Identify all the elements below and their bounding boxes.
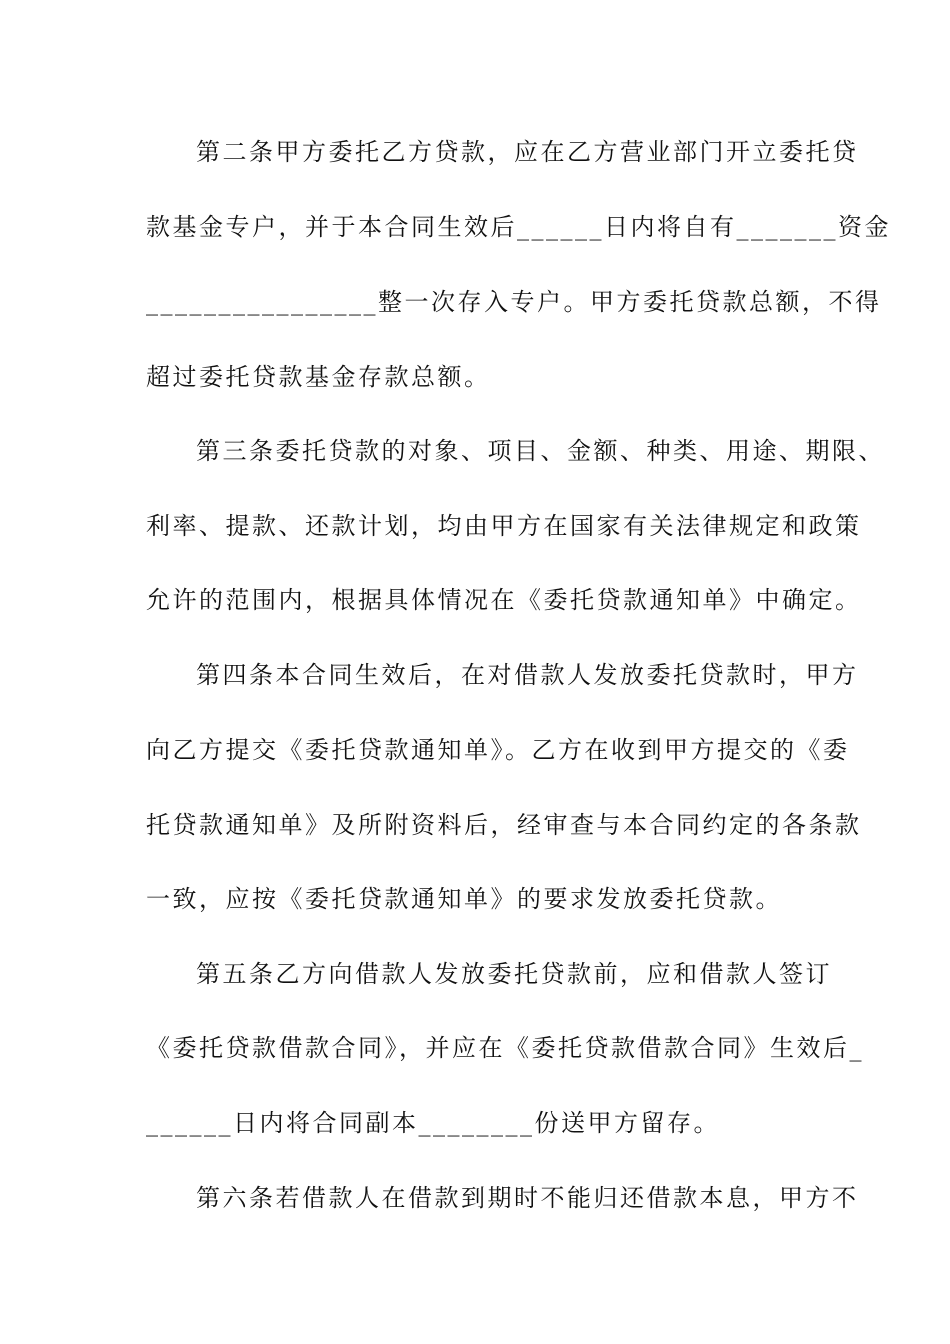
clause-5-line-2: 《委托贷款借款合同》，并应在《委托贷款借款合同》生效后_ [146, 1034, 864, 1062]
clause-6-line-1: 第六条若借款人在借款到期时不能归还借款本息，甲方不 [196, 1184, 859, 1212]
clause-4-line-1: 第四条本合同生效后，在对借款人发放委托贷款时，甲方 [196, 661, 859, 689]
clause-3-line-1: 第三条委托贷款的对象、项目、金额、种类、用途、期限、 [196, 437, 885, 465]
clause-4-line-2: 向乙方提交《委托贷款通知单》。乙方在收到甲方提交的《委 [146, 736, 850, 764]
clause-3-line-2: 利率、提款、还款计划，均由甲方在国家有关法律规定和政策 [146, 512, 862, 540]
clause-2-line-1: 第二条甲方委托乙方贷款，应在乙方营业部门开立委托贷 [196, 138, 859, 166]
clause-5-line-3: ______日内将合同副本________份送甲方留存。 [146, 1109, 720, 1137]
clause-4-line-4: 一致，应按《委托贷款通知单》的要求发放委托贷款。 [146, 885, 782, 913]
clause-5-line-1: 第五条乙方向借款人发放委托贷款前，应和借款人签订 [196, 960, 832, 988]
clause-2-line-2: 款基金专户，并于本合同生效后______日内将自有_______资金 [146, 213, 891, 241]
clause-2-line-4: 超过委托贷款基金存款总额。 [146, 363, 491, 391]
clause-4-line-3: 托贷款通知单》及所附资料后，经审查与本合同约定的各条款 [146, 811, 862, 839]
clause-3-line-3: 允许的范围内，根据具体情况在《委托贷款通知单》中确定。 [146, 586, 862, 614]
clause-2-line-3: ________________整一次存入专户。甲方委托贷款总额，不得 [146, 288, 882, 316]
